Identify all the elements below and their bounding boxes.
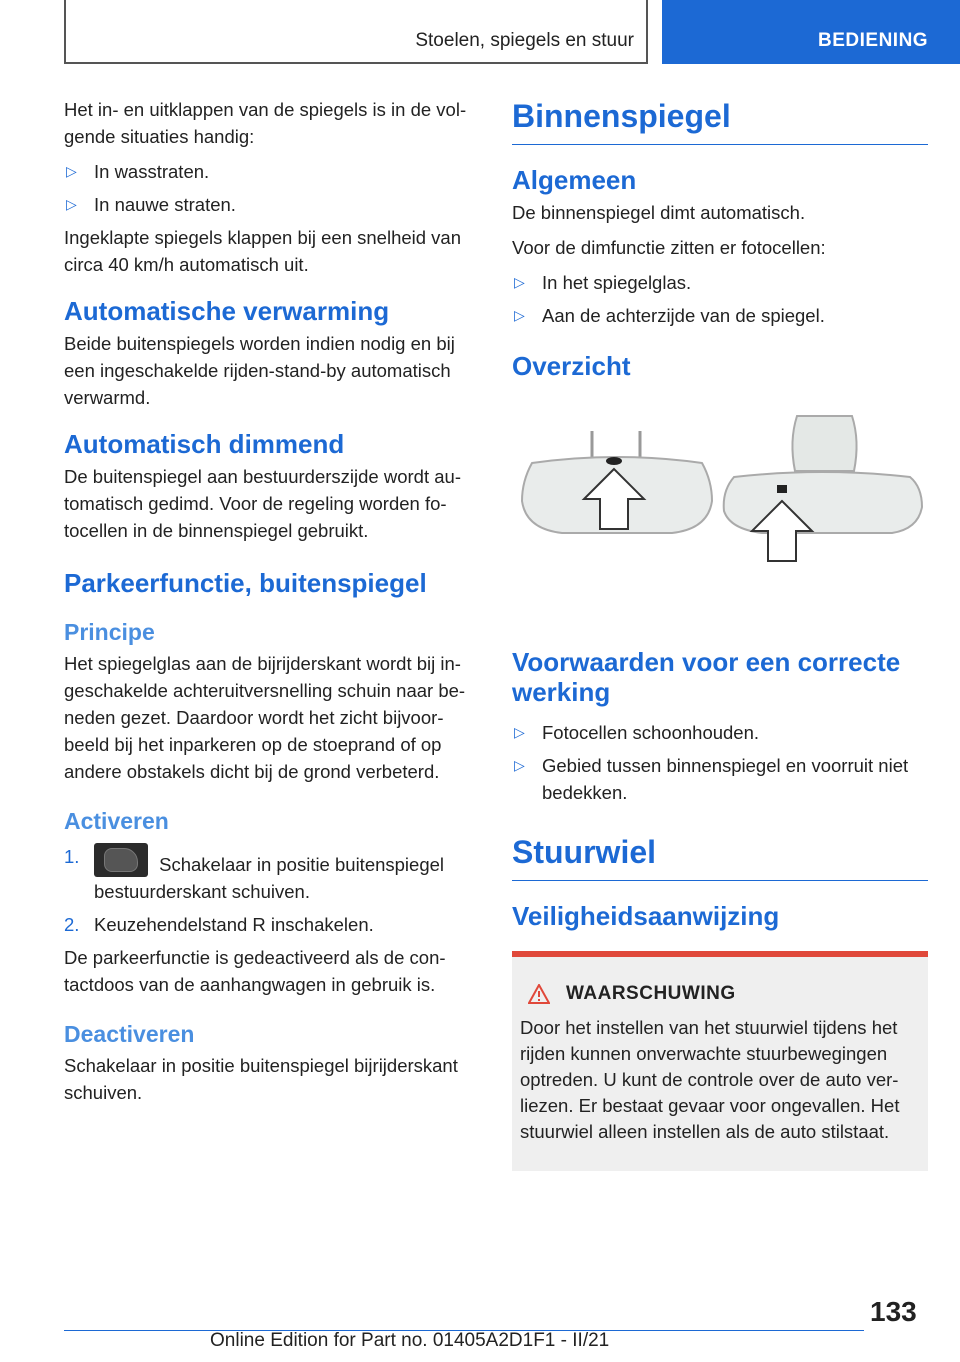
warning-triangle-icon: [528, 984, 550, 1004]
mirror-rear-view: [724, 416, 922, 561]
general-text-1: De binnenspiegel dimt automatisch.: [512, 202, 806, 223]
list-item: ▷ Gebied tussen binnenspiegel en voorruit niet bedekken.: [512, 752, 928, 806]
step-number: 1.: [64, 846, 80, 867]
requirements-list: [512, 719, 928, 806]
intro-list: [64, 158, 476, 218]
list-item: ▷ In het spiegelglas.: [512, 269, 928, 296]
general-text-2: Voor de dimfunctie zitten er fotocellen:: [512, 237, 826, 258]
triangle-bullet-icon: ▷: [66, 196, 77, 212]
fold-note: Ingeklapte spiegels klappen bij een snelheid van circa 40 km/h automatisch uit.: [64, 227, 462, 275]
general-heading: Algemeen: [512, 165, 637, 195]
triangle-bullet-icon: ▷: [514, 307, 525, 323]
footer-edition: Online Edition for Part no. 01405A2D1F1 - II/21: [210, 1330, 610, 1351]
safety-heading: Veiligheidsaanwijzing: [512, 901, 780, 931]
principle-text: Het spiegelglas aan de bijrijderskant wordt bij ingeschakelde achteruitversnelling schuin naar beneden gezet. Daardoor wordt het zicht bijvoorbeeld bij het inparkeren op de stoeprand of op andere obstakels dicht bij de grond verbeterd.: [64, 653, 466, 782]
right-column: [512, 96, 928, 1171]
parking-heading: Parkeerfunctie, buitenspiegel: [64, 568, 427, 598]
header-section: Stoelen, spiegels en stuur: [64, 0, 648, 64]
mirror-figure: [512, 411, 928, 611]
triangle-bullet-icon: ▷: [66, 163, 77, 179]
mirror-heading: Binnenspiegel: [512, 96, 928, 145]
general-list: [512, 269, 928, 329]
rearview-mirror-illustration: [512, 411, 928, 611]
heating-heading: Automatische verwarming: [64, 296, 390, 326]
triangle-bullet-icon: ▷: [514, 724, 525, 740]
mirror-switch-icon: [94, 843, 148, 877]
triangle-bullet-icon: ▷: [514, 274, 525, 290]
list-item: ▷ Aan de achterzijde van de spiegel.: [512, 302, 928, 329]
header-chapter: BEDIENING: [662, 0, 960, 64]
dimming-heading: Automatisch dimmend: [64, 429, 345, 459]
dimming-text: De buitenspiegel aan bestuurderszijde wordt automatisch gedimd. Voor de regeling worden fotocellen in de binnenspiegel gebruikt.: [64, 466, 461, 541]
activate-note: De parkeerfunctie is gedeactiveerd als de contactdoos van de aanhangwagen in gebruik is.: [64, 947, 446, 995]
list-item: 2. Keuzehendelstand R inschakelen.: [64, 911, 476, 938]
step-number: 2.: [64, 914, 80, 935]
deactivate-heading: Deactiveren: [64, 1021, 195, 1047]
activate-steps: [64, 843, 476, 938]
page-number: 133: [870, 1296, 917, 1327]
warning-box: [512, 951, 928, 1171]
deactivate-text: Schakelaar in positie buitenspiegel bijrijderskant schuiven.: [64, 1055, 458, 1103]
warning-title: WAARSCHUWING: [520, 983, 920, 1005]
left-column: [64, 96, 476, 1114]
triangle-bullet-icon: ▷: [514, 757, 525, 773]
list-item: ▷ In wasstraten.: [64, 158, 476, 185]
warning-text: Door het instellen van het stuurwiel tijdens het rijden kunnen onverwachte stuurbewegingen optreden. U kunt de controle over de auto verliezen. Er bestaat gevaar voor ongevallen. Het stuurwiel alleen instellen als de auto stilstaat.: [520, 1017, 900, 1142]
requirements-heading: Voorwaarden voor een correcte werking: [512, 647, 901, 707]
activate-heading: Activeren: [64, 808, 169, 834]
list-item: ▷ Fotocellen schoonhouden.: [512, 719, 928, 746]
intro-text: Het in- en uitklappen van de spiegels is in de volgende situaties handig:: [64, 99, 467, 147]
heating-text: Beide buitenspiegels worden indien nodig en bij een ingeschakelde rijden-stand-by automatisch verwarmd.: [64, 333, 455, 408]
wheel-heading: Stuurwiel: [512, 832, 928, 881]
list-item: ▷ In nauwe straten.: [64, 191, 476, 218]
list-item: 1. Schakelaar in positie buitenspiegel bestuurderskant schuiven.: [64, 843, 476, 905]
principle-heading: Principe: [64, 619, 155, 645]
overview-heading: Overzicht: [512, 351, 631, 381]
mirror-front-view: [522, 431, 712, 533]
